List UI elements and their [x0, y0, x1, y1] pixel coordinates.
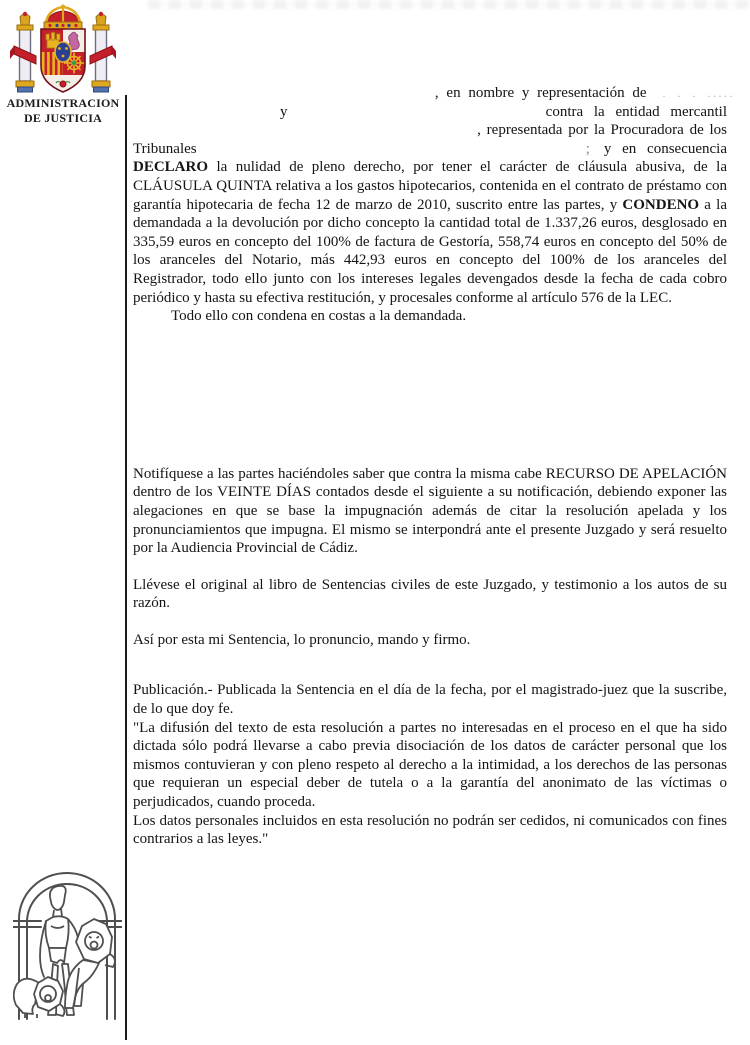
junta-andalucia-icon [13, 864, 122, 1020]
condeno-keyword: CONDENO [622, 196, 700, 213]
privacy-paragraph-2: Los datos personales incluidos en esta resolución no podrán ser cedidos, ni comunicados con fines contrarios a las leyes." [133, 812, 727, 848]
archive-paragraph: Llévese el original al libro de Sentencias civiles de este Juzgado, y testimonio a los autos de su razón. [133, 576, 727, 612]
intro-line-1-text: , en nombre y representación de [434, 85, 647, 101]
ruling-paragraph [133, 158, 727, 307]
declaro-keyword: DECLARO [133, 159, 209, 176]
party-intro-block [133, 0, 735, 158]
intro-line-2 [133, 103, 727, 122]
intro-line-2-left: y [280, 103, 288, 120]
publication-paragraph: Publicación.- Publicada la Sentencia en el día de la fecha, por el magistrado-juez que la suscribe, de lo que doy fe. [133, 682, 727, 718]
intro-line-1 [133, 84, 735, 103]
costas-line: Todo ello con condena en costas a la demandada. [171, 308, 467, 325]
intro-line-4-right [586, 140, 727, 159]
redacted-name: . . . ..... [662, 86, 735, 100]
intro-line-2-right: contra la entidad mercantil [545, 103, 727, 120]
vertical-divider [125, 95, 127, 1040]
semicolon: ; [585, 140, 590, 157]
intro-line-3: , representada por la Procuradora de los [477, 122, 727, 139]
pronouncement-line: Así por esta mi Sentencia, lo pronuncio, mando y firmo. [133, 631, 471, 648]
intro-line-4 [133, 140, 727, 159]
ruling-text-1: la nulidad de pleno derecho, por tener el carácter de cláusula abusiva, de la CLÁUSULA QUINTA relativa a los gastos hipotecarios, contenida en el contrato de préstamo con garantía hipotecaria de fecha 12 de marzo de 2010, suscrito entre las partes, y [133, 159, 727, 213]
intro-line-4-left: Tribunales [133, 140, 197, 157]
institution-caption [2, 96, 124, 126]
intro-line-4-right-text: y en consecuencia [603, 140, 727, 157]
document-body [133, 0, 735, 849]
ruling-text-2: a la demandada a la devolución por dicho concepto la cantidad total de 1.337,26 euros, desglosado en 335,59 euros en concepto del 100% de factura de Gestoría, 558,74 euros en concepto del 50% de los aranceles del Notario, más 442,93 euros en concepto del 100% de los aranceles del Registrador, todo ello junto con los intereses legales devengados desde la fecha de cada cobro periódico y hasta su efectiva restitución, y procesales conforme al artículo 576 de la LEC. [133, 196, 727, 306]
institution-line2: DE JUSTICIA [24, 111, 102, 125]
notification-paragraph: Notifíquese a las partes haciéndoles saber que contra la misma cabe RECURSO DE APELACIÓN dentro de los VEINTE DÍAS contados desde el siguiente a su notificación, debiendo exponer las alegaciones en que se base la impugnación además de citar la resolución apelada y los pronunciamientos que impugna. El mismo se interpondrá ante el presente Juzgado y será resuelto por la Audiencia Provincial de Cádiz. [133, 465, 727, 557]
spain-coat-of-arms-icon [10, 4, 116, 96]
privacy-paragraph-1: "La difusión del texto de esta resolución a partes no interesadas en el proceso en el que ha sido dictada sólo podrá llevarse a cabo previa disociación de los datos de carácter personal que los mismos contuvieran y con pleno respeto al derecho a la intimidad, a los derechos de las personas que requieran un especial deber de tutela o a la garantía del anonimato de las víctimas o perjudicados, cuando proceda. [133, 719, 727, 811]
institution-line1: ADMINISTRACION [6, 96, 120, 110]
